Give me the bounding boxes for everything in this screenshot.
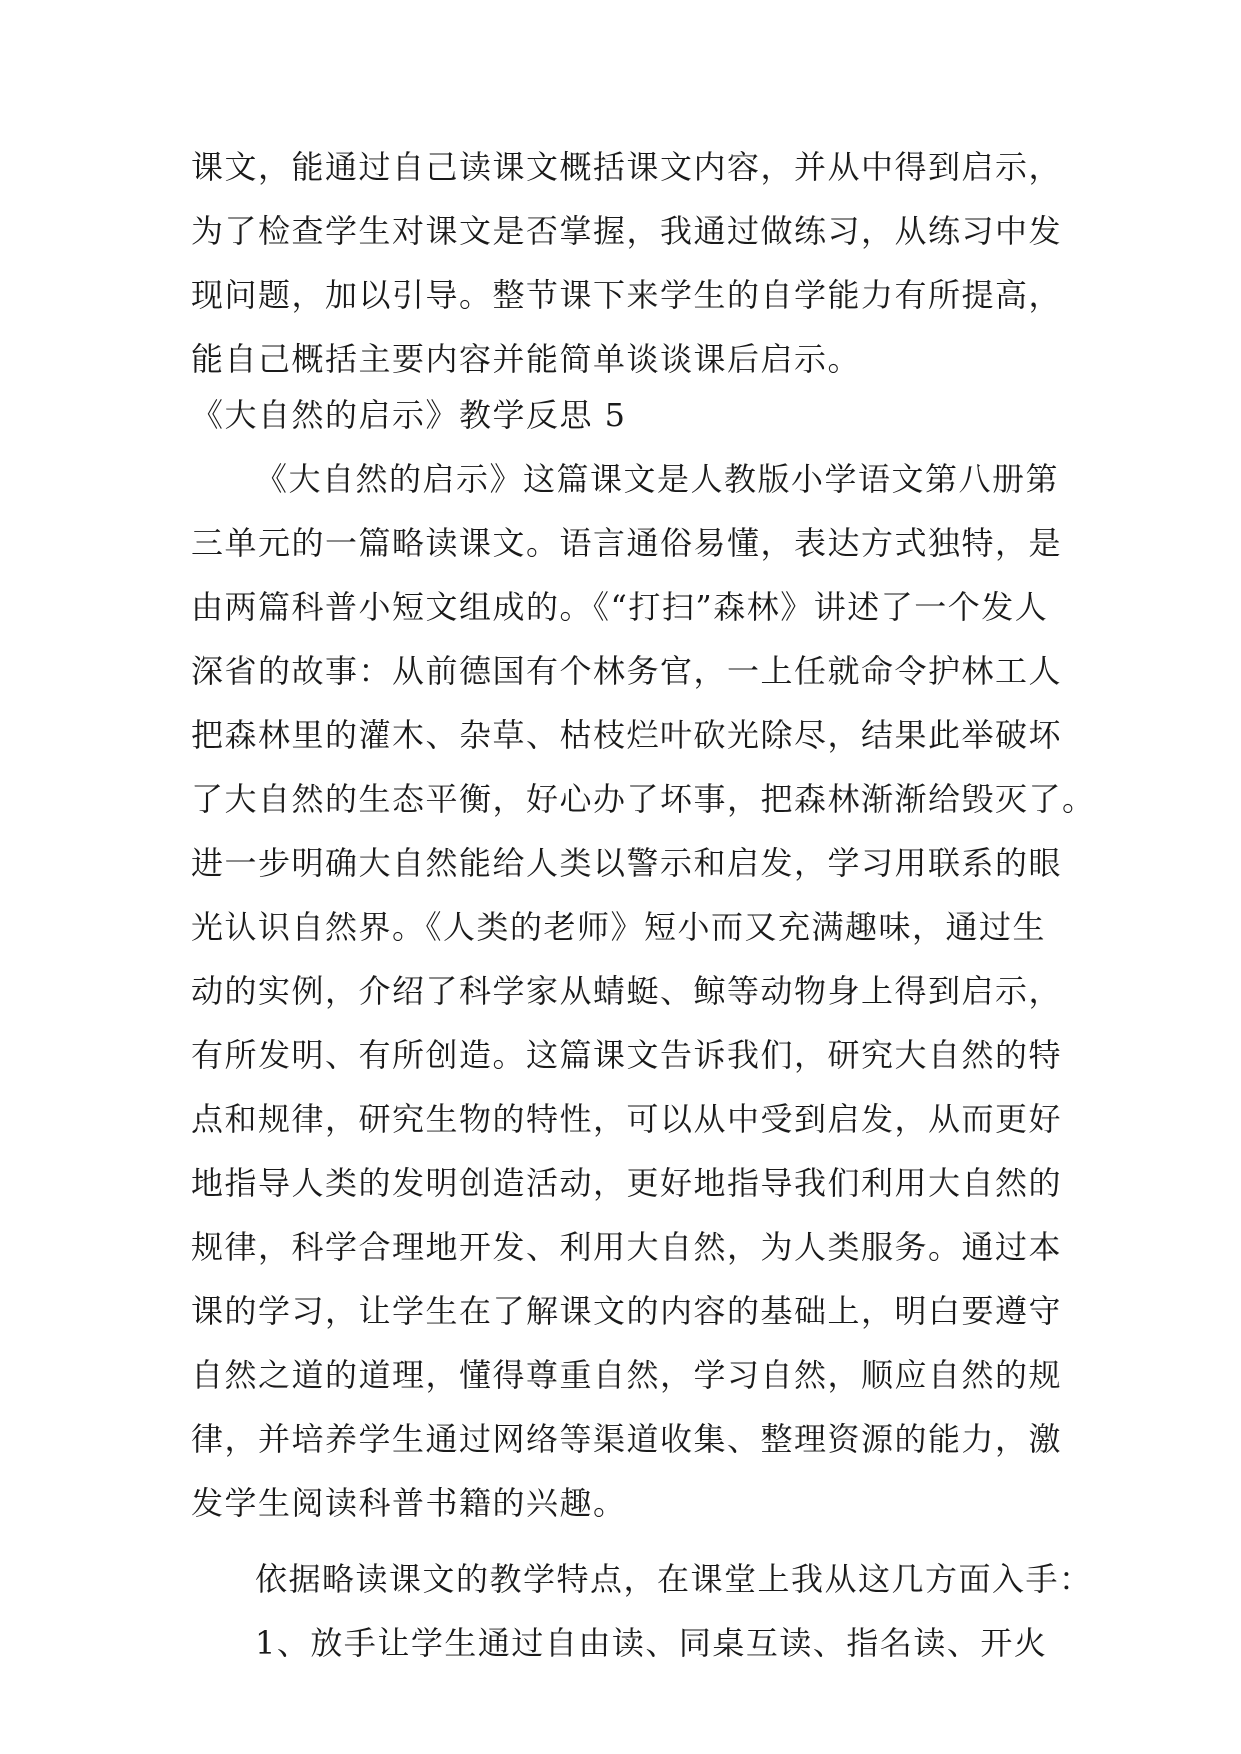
text-line: 自然之道的道理，懂得尊重自然，学习自然，顺应自然的规 xyxy=(191,1356,1063,1394)
text-line: 为了检查学生对课文是否掌握，我通过做练习，从练习中发 xyxy=(191,212,1063,250)
text-line: 《大自然的启示》这篇课文是人教版小学语文第八册第 xyxy=(255,460,1060,498)
text-line: 了大自然的生态平衡，好心办了坏事，把森林渐渐给毁灭了。 xyxy=(191,780,1096,818)
text-line: 地指导人类的发明创造活动，更好地指导我们利用大自然的 xyxy=(191,1164,1063,1202)
text-line: 课的学习，让学生在了解课文的内容的基础上，明白要遵守 xyxy=(191,1292,1063,1330)
text-line: 规律，科学合理地开发、利用大自然，为人类服务。通过本 xyxy=(191,1228,1063,1266)
text-line: 深省的故事：从前德国有个林务官，一上任就命令护林工人 xyxy=(191,652,1063,690)
text-line: 把森林里的灌木、杂草、枯枝烂叶砍光除尽，结果此举破坏 xyxy=(191,716,1063,754)
text-line: 1、放手让学生通过自由读、同桌互读、指名读、开火 xyxy=(255,1624,1048,1662)
text-line: 依据略读课文的教学特点，在课堂上我从这几方面入手： xyxy=(255,1560,1093,1598)
text-line: 有所发明、有所创造。这篇课文告诉我们，研究大自然的特 xyxy=(191,1036,1063,1074)
section-heading: 《大自然的启示》教学反思 5 xyxy=(191,396,627,434)
text-line: 发学生阅读科普书籍的兴趣。 xyxy=(191,1484,627,1522)
text-line: 现问题，加以引导。整节课下来学生的自学能力有所提高， xyxy=(191,276,1063,314)
text-line: 律，并培养学生通过网络等渠道收集、整理资源的能力，激 xyxy=(191,1420,1063,1458)
text-line: 点和规律，研究生物的特性，可以从中受到启发，从而更好 xyxy=(191,1100,1063,1138)
text-line: 课文，能通过自己读课文概括课文内容，并从中得到启示， xyxy=(191,148,1063,186)
text-line: 能自己概括主要内容并能简单谈谈课后启示。 xyxy=(191,340,862,378)
text-line: 光认识自然界。《人类的老师》短小而又充满趣味，通过生 xyxy=(191,908,1047,946)
text-line: 动的实例，介绍了科学家从蜻蜓、鲸等动物身上得到启示， xyxy=(191,972,1063,1010)
text-line: 进一步明确大自然能给人类以警示和启发，学习用联系的眼 xyxy=(191,844,1063,882)
text-line: 三单元的一篇略读课文。语言通俗易懂，表达方式独特，是 xyxy=(191,524,1063,562)
text-line: 由两篇科普小短文组成的。《“打扫”森林》讲述了一个发人 xyxy=(191,588,1049,626)
